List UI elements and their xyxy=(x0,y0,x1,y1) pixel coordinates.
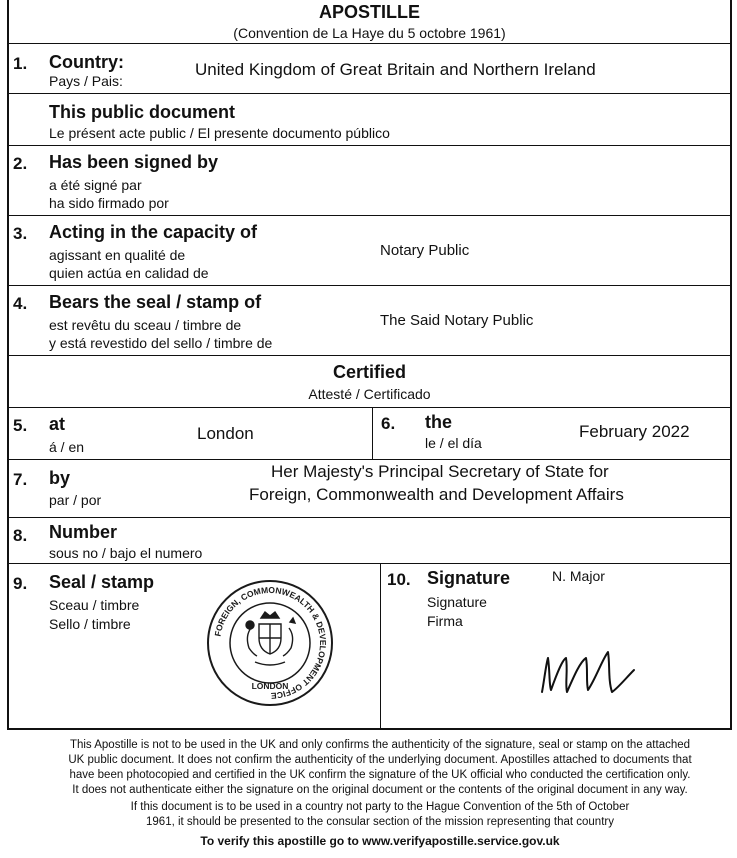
seal-number: 9. xyxy=(13,574,28,593)
by-value-line1: Her Majesty's Principal Secretary of State for xyxy=(271,462,609,481)
signature-label: Signature xyxy=(427,568,511,588)
row-place-date xyxy=(9,408,730,460)
capacity-sublabel-fr: agissant en qualité de xyxy=(49,247,186,263)
certified-label: Certified xyxy=(332,362,406,382)
by-sublabel: par / por xyxy=(49,492,102,508)
signed-sublabel-fr: a été signé par xyxy=(49,177,142,193)
hague-notice-line-1: If this document is to be used in a country not party to the Hague Convention of the 5th of October xyxy=(130,801,630,813)
row-seal-of xyxy=(9,286,730,356)
handwritten-signature xyxy=(534,642,644,702)
capacity-sublabel-es: quien actúa en calidad de xyxy=(49,265,209,281)
certified-sublabel: Attesté / Certificado xyxy=(308,386,431,402)
signature-sublabel-es: Firma xyxy=(427,613,463,629)
place-date-divider xyxy=(372,408,373,460)
disclaimer-line-4: It does not authenticate either the signature on the original document or the contents of the original document in any way. xyxy=(72,784,688,796)
the-sublabel: le / el día xyxy=(425,435,482,451)
disclaimer-line-3: have been photocopied and certified in the UK confirm the signature of the UK official who conducted the certification only. xyxy=(69,769,691,781)
the-number: 6. xyxy=(381,414,396,433)
signature-sublabel-fr: Signature xyxy=(427,594,487,610)
country-label: Country: xyxy=(49,52,124,72)
country-sublabel: Pays / Pais: xyxy=(49,73,123,89)
the-label: the xyxy=(425,412,452,432)
seal-ring-text: FOREIGN, COMMONWEALTH & DEVELOPMENT OFFICE xyxy=(212,584,329,702)
seal-sublabel-fr: Sceau / timbre xyxy=(49,597,140,613)
seal-label: Seal / stamp xyxy=(49,572,155,592)
by-number: 7. xyxy=(13,470,28,489)
at-sublabel: á / en xyxy=(49,439,85,455)
signatory-name: N. Major xyxy=(552,568,605,584)
by-label: by xyxy=(49,468,71,488)
hague-notice-line-2: 1961, it should be presented to the consular section of the mission representing that country xyxy=(146,816,614,828)
signed-label: Has been signed by xyxy=(49,152,219,172)
seal-of-value: The Said Notary Public xyxy=(380,312,534,329)
at-label: at xyxy=(49,414,66,434)
seal-bottom-text: LONDON xyxy=(251,681,289,691)
country-value: United Kingdom of Great Britain and Northern Ireland xyxy=(195,60,596,79)
royal-arms-icon xyxy=(246,612,295,665)
capacity-label: Acting in the capacity of xyxy=(49,222,258,242)
at-value: London xyxy=(197,424,254,443)
verify-instruction: To verify this apostille go to www.verifyapostille.service.gov.uk xyxy=(200,834,560,848)
country-number: 1. xyxy=(13,54,28,73)
disclaimer-paragraph xyxy=(40,738,720,798)
row-public-document xyxy=(9,94,730,146)
row-number xyxy=(9,518,730,564)
header-row xyxy=(9,0,730,44)
number-sublabel: sous no / bajo el numero xyxy=(49,545,203,561)
seal-of-label: Bears the seal / stamp of xyxy=(49,292,262,312)
row-signed-by xyxy=(9,146,730,216)
apostille-form xyxy=(7,0,732,730)
public-document-sublabel: Le présent acte public / El presente documento público xyxy=(49,125,390,141)
the-value: February 2022 xyxy=(579,422,690,441)
seal-sublabel-es: Sello / timbre xyxy=(49,616,131,632)
at-number: 5. xyxy=(13,416,28,435)
seal-of-sublabel-fr: est revêtu du sceau / timbre de xyxy=(49,317,242,333)
signed-number: 2. xyxy=(13,154,28,173)
hague-notice-paragraph xyxy=(40,800,720,830)
disclaimer-line-1: This Apostille is not to be used in the UK and only confirms the authenticity of the signature, seal or stamp on the attached xyxy=(69,739,691,751)
seal-of-sublabel-es: y está revestido del sello / timbre de xyxy=(49,335,273,351)
public-document-label: This public document xyxy=(49,102,236,122)
row-certified xyxy=(9,356,730,408)
capacity-number: 3. xyxy=(13,224,28,243)
row-by xyxy=(9,460,730,518)
number-number: 8. xyxy=(13,526,28,545)
fcdo-seal-stamp xyxy=(205,578,335,708)
document-title: APOSTILLE xyxy=(318,2,420,22)
disclaimer-line-2: UK public document. It does not confirm the authenticity of the underlying document. Apostilles attached to documents that xyxy=(68,754,692,766)
row-capacity xyxy=(9,216,730,286)
document-subtitle: (Convention de La Haye du 5 octobre 1961) xyxy=(233,25,506,41)
number-label: Number xyxy=(49,522,118,542)
by-value-line2: Foreign, Commonwealth and Development Affairs xyxy=(249,485,624,504)
signature-number: 10. xyxy=(387,570,411,589)
seal-of-number: 4. xyxy=(13,294,28,313)
capacity-value: Notary Public xyxy=(380,242,470,259)
row-seal-signature xyxy=(9,564,730,730)
seal-signature-divider xyxy=(380,564,381,730)
row-country xyxy=(9,44,730,94)
signed-sublabel-es: ha sido firmado por xyxy=(49,195,169,211)
